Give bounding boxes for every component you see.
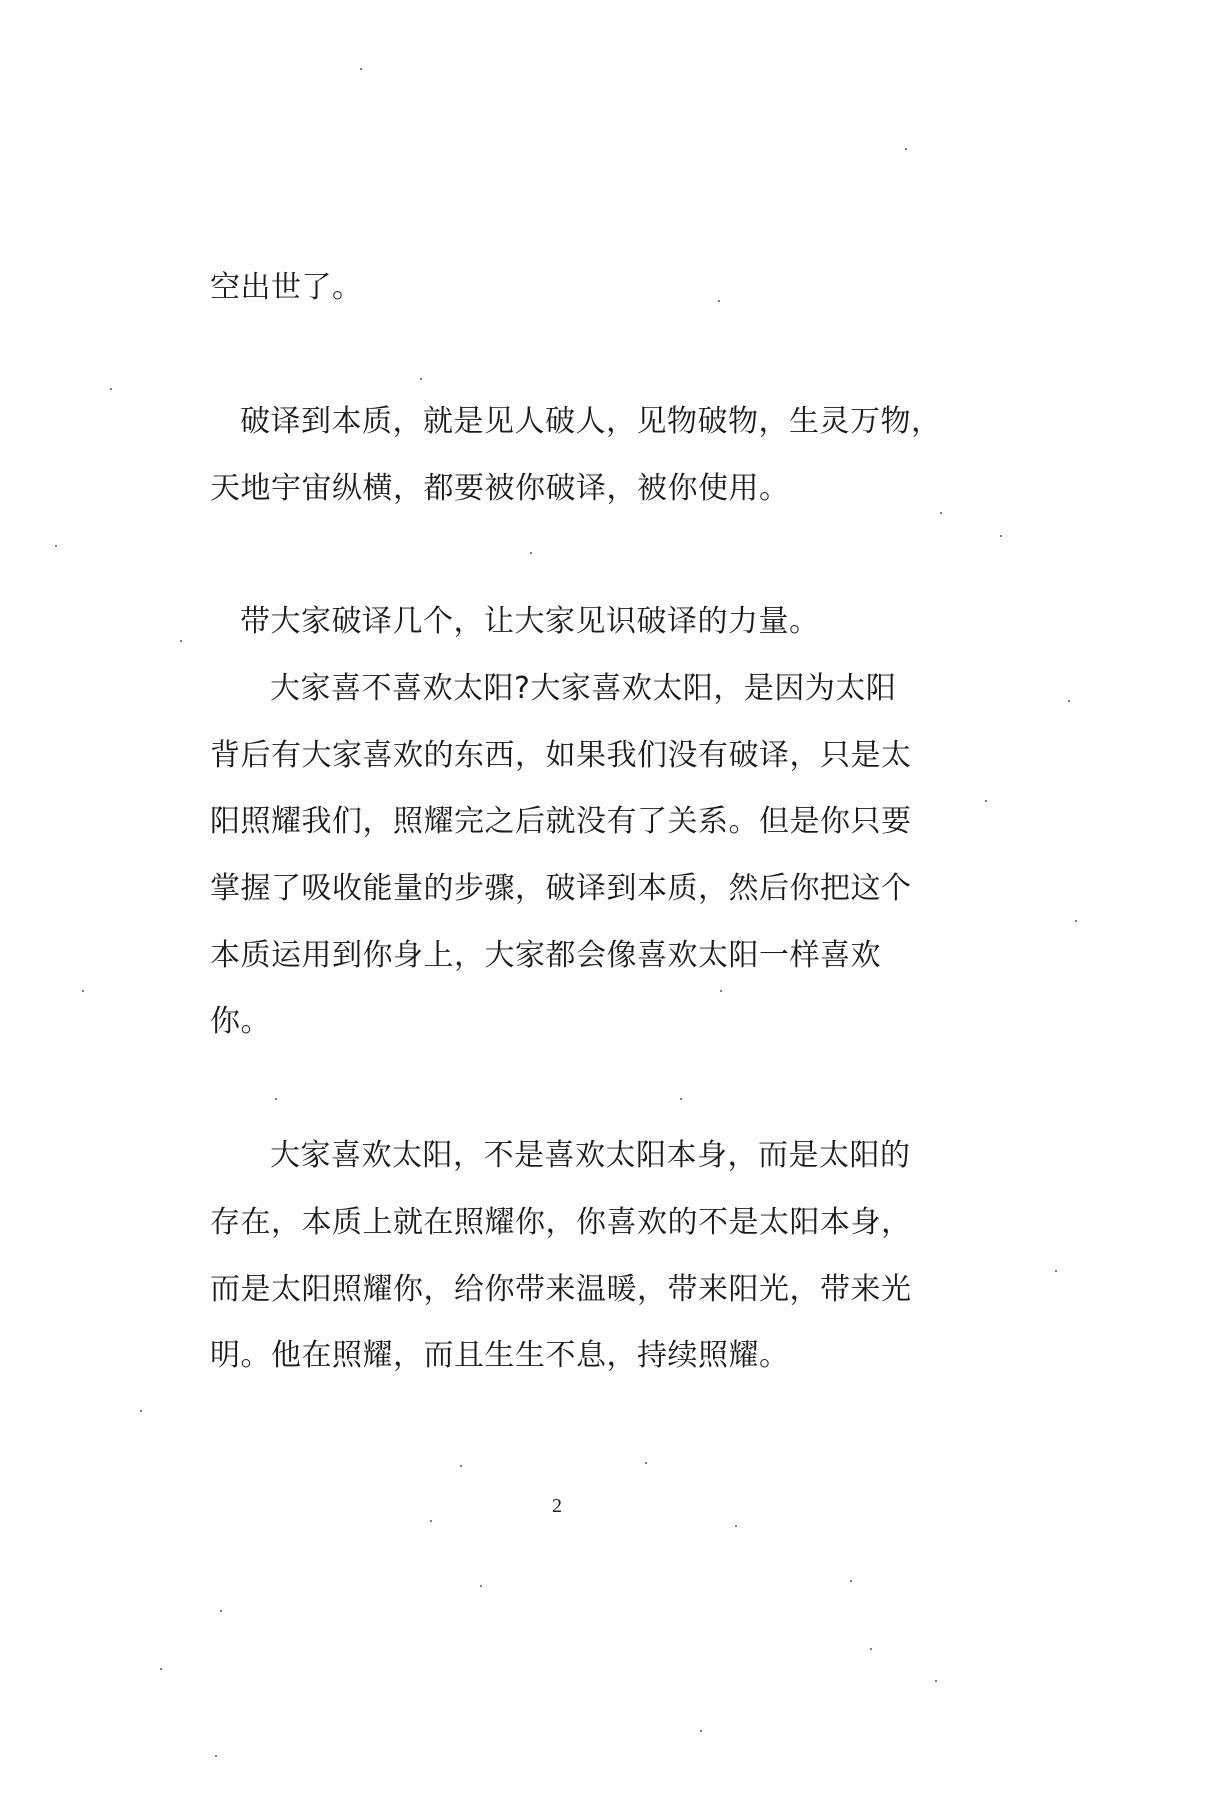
scan-speck	[850, 1580, 852, 1582]
scan-speck	[55, 545, 57, 547]
text-line: 带大家破译几个，让大家见识破译的力量。	[240, 604, 820, 639]
text-line: 你。	[210, 1004, 271, 1039]
text-line: 而是太阳照耀你，给你带来温暖，带来阳光，带来光	[210, 1272, 912, 1307]
scan-speck	[905, 148, 907, 150]
scan-speck	[160, 1668, 162, 1670]
scan-speck	[82, 990, 84, 992]
scan-speck	[1068, 700, 1070, 702]
scan-speck	[180, 640, 182, 642]
scan-speck	[480, 1585, 482, 1587]
text-line: 大家喜欢太阳，不是喜欢太阳本身，而是太阳的	[270, 1138, 911, 1173]
text-line: 存在，本质上就在照耀你，你喜欢的不是太阳本身，	[210, 1205, 912, 1240]
text-line: 掌握了吸收能量的步骤，破译到本质，然后你把这个	[210, 871, 912, 906]
scan-speck	[645, 1462, 647, 1464]
scan-speck	[140, 1410, 142, 1412]
scan-speck	[275, 1098, 277, 1100]
text-line: 大家喜不喜欢太阳?大家喜欢太阳，是因为太阳	[270, 671, 897, 706]
scan-speck	[1000, 535, 1002, 537]
scan-speck	[110, 388, 112, 390]
scan-speck	[1075, 920, 1077, 922]
scan-speck	[935, 1680, 937, 1682]
scan-speck	[420, 378, 422, 380]
scan-speck	[985, 800, 987, 802]
scan-speck	[460, 1465, 462, 1467]
page-number: 2	[552, 1495, 562, 1517]
scan-speck	[220, 1610, 222, 1612]
scan-speck	[215, 1755, 217, 1757]
scan-speck	[430, 1520, 432, 1522]
text-line: 破译到本质，就是见人破人，见物破物，生灵万物，	[240, 404, 942, 439]
text-line: 阳照耀我们，照耀完之后就没有了关系。但是你只要	[210, 804, 912, 839]
scan-speck	[735, 1525, 737, 1527]
scan-speck	[718, 300, 720, 302]
text-line: 空出世了。	[210, 270, 363, 305]
scan-speck	[940, 512, 942, 514]
text-line: 明。他在照耀，而且生生不息，持续照耀。	[210, 1338, 790, 1373]
scan-speck	[870, 1648, 872, 1650]
text-line: 天地宇宙纵横，都要被你破译，被你使用。	[210, 471, 790, 506]
scan-speck	[680, 1098, 682, 1100]
text-line: 背后有大家喜欢的东西，如果我们没有破译，只是太	[210, 738, 912, 773]
scan-speck	[530, 552, 532, 554]
scan-speck	[1055, 1270, 1057, 1272]
text-line: 本质运用到你身上，大家都会像喜欢太阳一样喜欢	[210, 938, 881, 973]
scan-speck	[720, 990, 722, 992]
scan-speck	[700, 1730, 702, 1732]
scan-speck	[360, 68, 362, 70]
